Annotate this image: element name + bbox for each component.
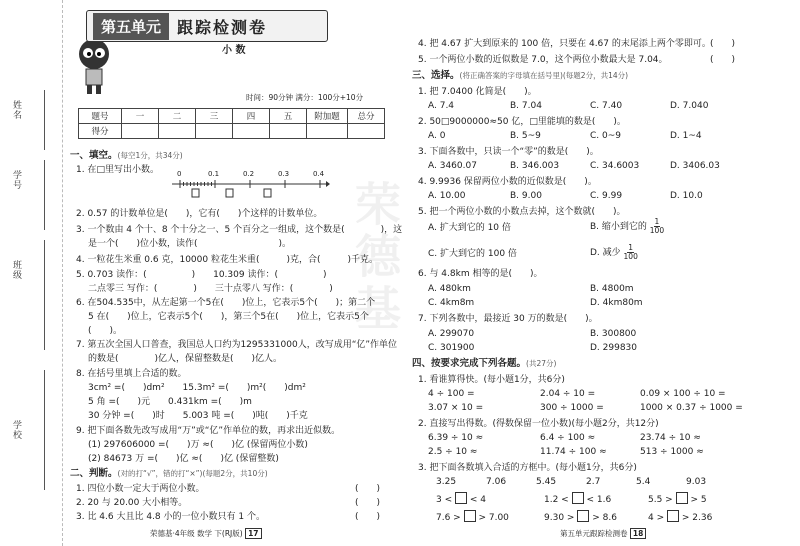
option[interactable]: A. 0: [428, 131, 446, 141]
option[interactable]: D. 减少 $\frac{1}{100}$: [590, 243, 638, 261]
option[interactable]: D. 10.0: [670, 191, 703, 201]
option[interactable]: B. 300800: [590, 329, 637, 339]
number-item: 3.25: [436, 477, 457, 487]
calc-item: 11.74 ÷ 100 ≈: [540, 447, 607, 457]
calc-item: 6.39 ÷ 10 ≈: [428, 433, 484, 443]
option[interactable]: D. 7.040: [670, 101, 709, 111]
question-5-cont: 二点零三 写作：( ) 三十点零八 写作：( ): [88, 284, 333, 294]
problem-1: 1. 看谁算得快。(每小题1分，共6分): [418, 375, 565, 385]
option[interactable]: C. 4km8m: [428, 298, 475, 308]
question-7: 7. 第五次全国人口普查，我国总人口约为1295331000人，改写成用“亿”作单位: [76, 340, 398, 350]
answer-box[interactable]: [667, 510, 679, 522]
calc-item: 300 ÷ 1000 =: [540, 403, 604, 413]
judge-2: 2. 20 与 20.00 大小相等。: [76, 498, 188, 508]
option[interactable]: B. 9.00: [510, 191, 542, 201]
answer-box[interactable]: [577, 510, 589, 522]
question-6-cont: ( )。: [88, 326, 123, 336]
option[interactable]: A. 10.00: [428, 191, 466, 201]
section-1-heading: 一、填空。(每空1分，共34分): [70, 150, 183, 161]
score-header: 一: [122, 109, 159, 124]
binding-margin: [0, 0, 63, 546]
fill-box-row: 9.30 > > 8.6: [544, 510, 617, 524]
question-7-cont: 的数是( )亿人，保留整数是( )亿人。: [88, 354, 283, 364]
answer-paren[interactable]: ( ): [710, 55, 736, 65]
choice-4: 4. 9.9936 保留两位小数的近似数是( )。: [418, 177, 597, 187]
answer-box[interactable]: [676, 492, 688, 504]
question-8: 8. 在括号里填上合适的数。: [76, 369, 187, 379]
option[interactable]: A. 7.4: [428, 101, 455, 111]
calc-item: 23.74 ÷ 10 ≈: [640, 433, 701, 443]
score-cell[interactable]: [196, 124, 233, 139]
write-line: [44, 90, 45, 150]
option[interactable]: D. 4km80m: [590, 298, 643, 308]
score-cell[interactable]: [307, 124, 348, 139]
number-line: [170, 170, 330, 202]
fill-box-row: 7.6 > > 7.00: [436, 510, 509, 524]
score-row-label: 得分: [79, 124, 122, 139]
answer-paren[interactable]: ( ): [355, 484, 381, 494]
calc-item: 2.04 ÷ 10 =: [540, 389, 596, 399]
question-5: 5. 0.703 读作：( ) 10.309 读作：( ): [76, 270, 327, 280]
option[interactable]: A. 480km: [428, 284, 471, 294]
option[interactable]: C. 301900: [428, 343, 475, 353]
option[interactable]: A. 299070: [428, 329, 475, 339]
calc-item: 0.09 × 100 ÷ 10 =: [640, 389, 726, 399]
option[interactable]: C. 9.99: [590, 191, 623, 201]
score-header: 二: [159, 109, 196, 124]
unit-banner: [86, 10, 328, 42]
choice-1: 1. 把 7.0400 化简是( )。: [418, 87, 537, 97]
margin-label-number: 学号: [11, 170, 21, 190]
question-6: 6. 在504.535中，从左起第一个5在( )位上，它表示5个( )；第二个: [76, 298, 376, 308]
score-header: 三: [196, 109, 233, 124]
page-number: 17: [245, 528, 261, 539]
score-cell[interactable]: [348, 124, 385, 139]
section-2-heading: 二、判断。(对的打“√”，错的打“×”)(每题2分，共10分): [70, 468, 268, 479]
calc-item: 4 ÷ 100 =: [428, 389, 475, 399]
section-4-heading: 四、按要求完成下列各题。(共27分): [412, 358, 557, 369]
calc-item: 6.4 ÷ 100 ≈: [540, 433, 596, 443]
option[interactable]: B. 346.003: [510, 161, 560, 171]
score-header: 五: [270, 109, 307, 124]
tick-label: 0.3: [278, 170, 290, 178]
score-header: 题号: [79, 109, 122, 124]
question-3: 3. 一个数由 4 个十、8 个十分之一、5 个百分之一组成，这个数是( )，这: [76, 225, 403, 235]
right-footer: 第五单元跟踪检测卷 18: [560, 528, 646, 539]
number-item: 5.45: [536, 477, 557, 487]
calc-item: 513 ÷ 1000 ≈: [640, 447, 704, 457]
question-8-row: 30 分钟 =( )时 5.003 吨 =( )吨( )千克: [88, 411, 308, 421]
fraction: $\frac{1}{100}$: [623, 243, 638, 261]
calc-item: 3.07 × 10 =: [428, 403, 484, 413]
answer-box[interactable]: [572, 492, 584, 504]
choice-7: 7. 下列各数中，最接近 30 万的数是( )。: [418, 314, 598, 324]
tick-label: 0.4: [313, 170, 325, 178]
choice-6: 6. 与 4.8km 相等的是( )。: [418, 269, 543, 279]
option[interactable]: A. 扩大到它的 10 倍: [428, 223, 511, 233]
score-header: 总分: [348, 109, 385, 124]
score-cell[interactable]: [270, 124, 307, 139]
fill-box-row: 4 > > 2.36: [648, 510, 712, 524]
answer-paren[interactable]: ( ): [355, 512, 381, 522]
option[interactable]: D. 299830: [590, 343, 638, 353]
score-header: 附加题: [307, 109, 348, 124]
write-line: [44, 160, 45, 230]
number-item: 2.7: [586, 477, 601, 487]
mascot-illustration: [74, 36, 114, 96]
answer-box[interactable]: [464, 510, 476, 522]
option[interactable]: A. 3460.07: [428, 161, 477, 171]
choice-5: 5. 把一个两位小数的小数点去掉，这个数就( )。: [418, 207, 626, 217]
option[interactable]: C. 0~9: [590, 131, 621, 141]
question-9-row: (2) 84673 万 =( )亿 ≈( )亿 (保留整数): [88, 454, 279, 464]
fill-box-row: 3 < < 4: [436, 492, 486, 506]
problem-2: 2. 直接写出得数。(得数保留一位小数)(每小题2分，共12分): [418, 419, 659, 429]
score-header: 四: [233, 109, 270, 124]
unit-label: 第五单元: [93, 13, 169, 40]
option[interactable]: C. 34.6003: [590, 161, 640, 171]
tick-label: 0: [177, 170, 182, 178]
time-info: 时间：90分钟 满分：100分+10分: [246, 93, 364, 102]
page-title: 跟踪检测卷: [177, 17, 268, 37]
left-footer: 荣德基·4年级 数学 下(RJ版) 17: [150, 528, 262, 539]
answer-box[interactable]: [455, 492, 467, 504]
question-9: 9. 把下面各数先改写成用“万”或“亿”作单位的数，再求出近似数。: [76, 426, 341, 436]
calc-item: 2.5 ÷ 10 ≈: [428, 447, 478, 457]
judge-3: 3. 比 4.6 大且比 4.8 小的一位小数只有 1 个。: [76, 512, 265, 522]
judge-1: 1. 四位小数一定大于两位小数。: [76, 484, 205, 494]
subtitle: 小 数: [222, 45, 246, 56]
page-number: 18: [630, 528, 646, 539]
margin-label-class: 班级: [11, 260, 21, 280]
question-2: 2. 0.57 的计数单位是( )，它有( )个这样的计数单位。: [76, 209, 323, 219]
option[interactable]: D. 1~4: [670, 131, 702, 141]
write-line: [44, 240, 45, 350]
question-3-cont: 是一个( )位小数，读作( )。: [88, 239, 292, 249]
question-8-row: 3cm² =( )dm² 15.3m² =( )m²( )dm²: [88, 383, 306, 393]
fill-box-row: 5.5 > > 5: [648, 492, 707, 506]
score-cell[interactable]: [233, 124, 270, 139]
option[interactable]: B. 5~9: [510, 131, 541, 141]
option[interactable]: D. 3406.03: [670, 161, 720, 171]
problem-3: 3. 把下面各数填入合适的方框中。(每小题1分，共6分): [418, 463, 637, 473]
write-line: [44, 370, 45, 490]
question-9-row: (1) 297606000 =( )万 ≈( )亿 (保留两位小数): [88, 440, 308, 450]
margin-label-name: 姓名: [11, 100, 21, 120]
calc-item: 1000 × 0.37 ÷ 1000 =: [640, 403, 743, 413]
answer-paren[interactable]: ( ): [355, 498, 381, 508]
fill-box-row: 1.2 < < 1.6: [544, 492, 611, 506]
number-item: 5.4: [636, 477, 651, 487]
option[interactable]: C. 7.40: [590, 101, 623, 111]
answer-paren[interactable]: ( ): [710, 39, 736, 49]
choice-3: 3. 下面各数中，只读一个“零”的数是( )。: [418, 147, 599, 157]
score-table: [78, 108, 385, 139]
question-6-cont: 5 在( )位上，它表示5个( )，第三个5在( )位上，它表示5个: [88, 312, 369, 322]
question-8-row: 5 角 =( )元 0.431km =( )m: [88, 397, 252, 407]
option[interactable]: B. 4800m: [590, 284, 634, 294]
tick-label: 0.2: [243, 170, 255, 178]
judge-5: 5. 一个两位小数的近似数是 7.0，这个两位小数最大是 7.04。: [418, 55, 668, 65]
watermark: 荣德基: [348, 180, 402, 336]
tick-label: 0.1: [208, 170, 220, 178]
score-cell[interactable]: [159, 124, 196, 139]
fraction: $\frac{1}{100}$: [649, 217, 665, 235]
question-4: 4. 一粒花生米重 0.6 克，10000 粒花生米重( )克，合( )千克。: [76, 255, 379, 265]
margin-label-school: 学校: [11, 420, 21, 440]
option[interactable]: B. 缩小到它的 $\frac{1}{100}$: [590, 217, 665, 235]
option[interactable]: B. 7.04: [510, 101, 542, 111]
section-3-heading: 三、选择。(将正确答案的字母填在括号里)(每题2分，共14分): [412, 70, 629, 81]
question-1: 1. 在□里写出小数。: [76, 165, 159, 175]
number-item: 7.06: [486, 477, 507, 487]
score-cell[interactable]: [122, 124, 159, 139]
number-item: 9.03: [686, 477, 707, 487]
option[interactable]: C. 扩大到它的 100 倍: [428, 249, 517, 259]
choice-2: 2. 50□9000000≈50 亿，□里能填的数是( )。: [418, 117, 626, 127]
judge-4: 4. 把 4.67 扩大到原来的 100 倍，只要在 4.67 的末尾添上两个零即可。: [418, 39, 711, 49]
